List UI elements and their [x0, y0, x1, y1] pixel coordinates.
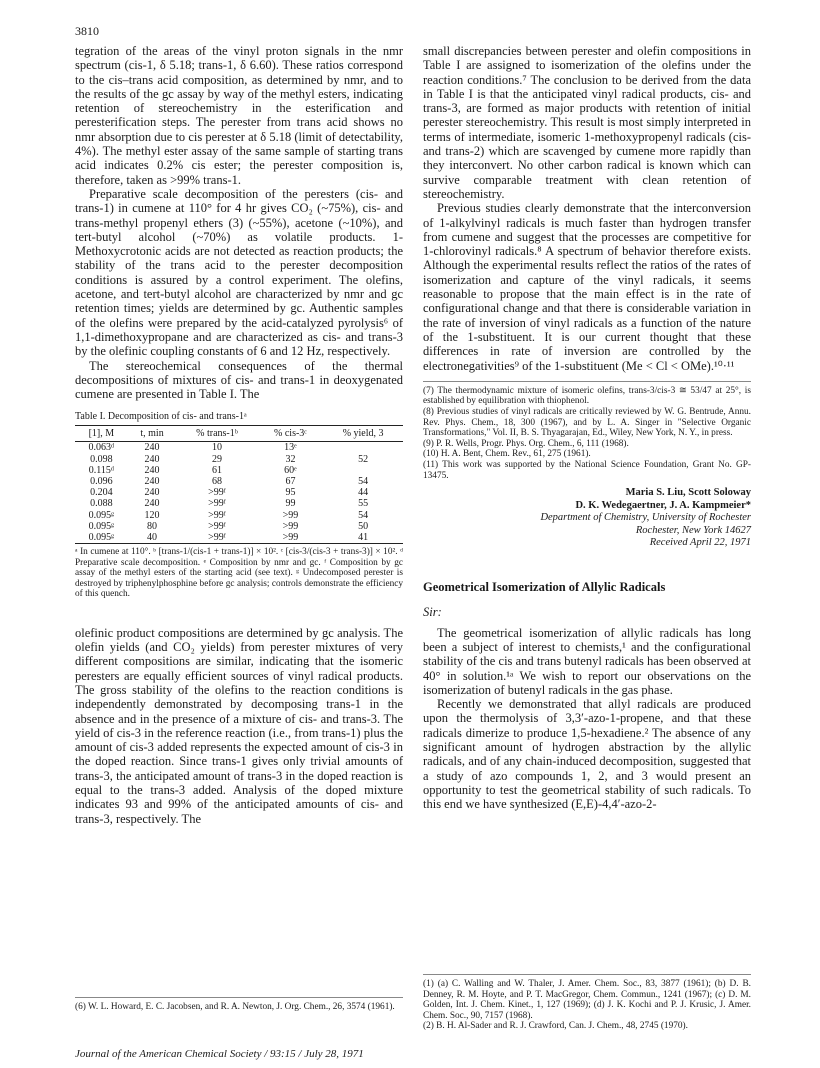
table-row — [75, 498, 403, 509]
author-address: Rochester, New York 14627 — [635, 524, 751, 536]
author-names: Maria S. Liu, Scott Soloway — [625, 487, 751, 499]
table-cell: 0.115ᵈ — [88, 464, 114, 476]
table-cell: 32 — [285, 453, 296, 465]
table-cell: 54 — [358, 476, 369, 488]
footnote: (7) The thermodynamic mixture of isomeric olefins, trans-3/cis-3 ≅ 53/47 at 25°, is established by equilibration with thiophenol. — [423, 385, 751, 407]
footnote: (8) Previous studies of vinyl radicals are critically reviewed by W. G. Bentrude, Annu. Rev. Phys. Chem., 18, 300 (1967), and by L. A. Singer in "Selective Organic Transformations," Vol. II, B. S. Thyagarajan, Ed., Wiley, New York, N. Y., in press. — [423, 407, 751, 439]
body-paragraph: The stereochemical consequences of the thermal decompositions of mixtures of cis- and trans-1 in deoxygenated cumene are presented in Table I. The — [75, 358, 403, 402]
table-header: % cis-3ᶜ — [274, 428, 307, 440]
table-cell: 54 — [358, 509, 369, 521]
received-date: Received April 22, 1971 — [649, 537, 751, 549]
table-cell: 10 — [212, 442, 223, 454]
footnote: (11) This work was supported by the National Science Foundation, Grant No. GP-13475. — [423, 459, 751, 481]
table-row — [75, 476, 403, 487]
body-paragraph: Recently we demonstrated that allyl radicals are produced upon the thermolysis of 3,3′-azo-1-propene, and that these radicals dimerize to produce 1,5-hexadiene.² The absence of any significant amount of hydrogen abstraction by the allylic radicals, and of any chain-induced decomposition, suggested that a study of azo compounds 1, 2, and 3 would present an opportunity to test the geometrical stability of such radicals. To this end we have synthesized (E,E)-4,4′-azo-2- — [423, 697, 751, 812]
footnote: (10) H. A. Bent, Chem. Rev., 61, 275 (1961). — [423, 449, 591, 460]
table-cell: 0.098 — [90, 453, 113, 465]
table-header: [1], M — [88, 428, 115, 440]
table-caption: Table I. Decomposition of cis- and trans-1ᵃ — [75, 411, 247, 423]
table-cell: 0.096 — [90, 476, 113, 488]
table-cell: 0.204 — [90, 487, 113, 499]
salutation: Sir: — [423, 604, 442, 619]
table-cell: >99ᶠ — [208, 532, 226, 544]
table-cell: 240 — [144, 498, 160, 510]
table-cell: 40 — [147, 532, 158, 544]
body-paragraph: Preparative scale decomposition of the peresters (cis- and trans-1) in cumene at 110° for 4 hr gives CO₂ (~75%), cis- and trans-methyl propenyl ethers (3) (~55%), acetone (~10%), and tert-butyl alcohol (~70%) as volatile products. 1-Methoxycrotonic acids are not detected as reaction products; the stability of the trans acid to the perester decomposition conditions is assured by a control experiment. The olefins, acetone, and tert-butyl alcohol are characterized by nmr and gc retention times; yields are determined by gc. Authentic samples of the olefins were prepared by the acid-catalyzed pyrolysis⁶ of 1,1-dimethoxypropane and are characterized as cis- and trans-3 by the olefinic coupling constants of 6 and 12 Hz, respectively. — [75, 186, 403, 359]
table-cell: 41 — [358, 532, 369, 544]
author-block — [423, 487, 751, 550]
table-row — [75, 532, 403, 544]
table-header: t, min — [140, 428, 164, 440]
table-cell: 55 — [358, 498, 369, 510]
body-paragraph: The geometrical isomerization of allylic radicals has long been a subject of interest to chemists,¹ and the configurational stability of the cis and trans butenyl radicals has been observed at 40° in solution.¹ᵃ We wish to report our observations on the isomerization of butenyl radicals in the gas phase. — [423, 625, 751, 697]
table-cell: >99ᶠ — [208, 509, 226, 521]
table-cell: >99ᶠ — [208, 498, 226, 510]
table-cell: 0.095ᵍ — [88, 520, 115, 532]
body-paragraph: olefinic product compositions are determined by gc analysis. The olefin yields (and CO₂ yields) from perester mixtures of very different compositions are similar, indicating that the isomeric peresters are equally efficient sources of vinyl radical products. The gross stability of the olefins to the reaction conditions is independently demonstrated by decomposing trans-1 in the absence and in the presence of a mixture of cis- and trans-3. The yield of cis-3 in the reference reaction (i.e., from trans-1) plus the amount of cis-3 added represents the expected amount of cis-3 in the doped reaction. Since trans-1 gives only trivial amounts of trans-3, the anticipated amount of trans-3 in the doped reaction is equal to the trans-3 added. Analysis of the doped mixture indicates 93 and 99% of the anticipated amounts of cis- and trans-3, respectively. The — [75, 625, 403, 826]
table-cell: 68 — [212, 476, 223, 488]
table-header: % trans-1ᵇ — [196, 428, 238, 440]
table-cell: >99ᶠ — [208, 520, 226, 532]
table-cell: >99 — [282, 509, 299, 521]
table-cell — [323, 442, 403, 454]
table-notes: ᵃ In cumene at 110°. ᵇ [trans-1/(cis-1 + trans-1)] × 10². ᶜ [cis-3/(cis-3 + trans-3)] × 10². ᵈ Preparative scale decomposition. ᵉ Composition by nmr and gc. ᶠ Composition by gc assay of the methyl esters of the starting acid (see text). ᵍ Undecomposed perester is destroyed by triphenylphosphine before gc analysis; controls demonstrate the efficiency of this quench. — [75, 547, 403, 600]
table-cell: 240 — [144, 442, 160, 454]
table-cell: 29 — [212, 453, 223, 465]
footnotes — [75, 997, 403, 1013]
table-cell: >99ᶠ — [208, 487, 226, 499]
page-number: 3810 — [75, 24, 99, 38]
footnote: (2) B. H. Al-Sader and R. J. Crawford, Can. J. Chem., 48, 2745 (1970). — [423, 1021, 688, 1032]
table-cell — [323, 465, 403, 476]
table-cell: 0.095ᵍ — [88, 509, 115, 521]
table-body — [75, 442, 403, 544]
table-cell: 52 — [358, 453, 369, 465]
section-title: Geometrical Isomerization of Allylic Radicals — [423, 579, 666, 594]
table-cell: 240 — [144, 453, 160, 465]
table-row — [75, 487, 403, 498]
table-cell: >99 — [282, 532, 299, 544]
table-cell: 80 — [147, 520, 158, 532]
footnote: (9) P. R. Wells, Progr. Phys. Org. Chem., 6, 111 (1968). — [423, 438, 629, 449]
table-row — [75, 442, 403, 454]
author-names: D. K. Wedegaertner, J. A. Kampmeier* — [575, 499, 751, 511]
right-column — [423, 44, 751, 1032]
table-row — [75, 510, 403, 521]
table-cell: 0.095ᵍ — [88, 532, 115, 544]
body-paragraph: small discrepancies between perester and olefin compositions in Table I are assigned to isomerization of the olefins under the reaction conditions.⁷ The conclusion to be derived from the data in Table I is that the anticipated vinyl radical products, cis- and trans-3, are formed as major products with retention of initial perester stereochemistry. This result is most simply interpreted in terms of intermediate, isomeric 1-methoxypropenyl radicals (cis- and trans-2) which are scavenged by cumene more rapidly than they interconvert. No other carbon radical is known which can survive comparable treatment with clean retention of stereochemistry. — [423, 44, 751, 201]
table-cell: 0.088 — [90, 498, 113, 510]
table-cell: >99 — [282, 520, 299, 532]
table-row — [75, 454, 403, 465]
table-cell: 240 — [144, 464, 160, 476]
journal-footer: Journal of the American Chemical Society / 93:15 / July 28, 1971 — [75, 1048, 364, 1060]
table-cell: 67 — [285, 476, 296, 488]
table-cell: 44 — [358, 487, 369, 499]
table-cell: 13ᵉ — [284, 442, 297, 454]
table-cell: 50 — [358, 520, 369, 532]
footnotes — [423, 974, 751, 1032]
table-header-row — [75, 426, 403, 442]
table-cell: 60ᵉ — [284, 464, 297, 476]
table-cell: 61 — [212, 464, 223, 476]
footnote: (6) W. L. Howard, E. C. Jacobsen, and R. A. Newton, J. Org. Chem., 26, 3574 (1961). — [75, 1002, 395, 1012]
table-header: % yield, 3 — [342, 428, 384, 440]
table-cell: 120 — [144, 509, 160, 521]
table-row — [75, 521, 403, 532]
table-cell: 95 — [285, 487, 296, 499]
footnote: (1) (a) C. Walling and W. Thaler, J. Amer. Chem. Soc., 83, 3877 (1961); (b) D. B. Denney, R. M. Hoyte, and P. T. MacGregor, Chem. Commun., 1241 (1967); (c) D. M. Golden, Int. J. Chem. Kinet., 1, 127 (1969); (d) J. K. Kochi and P. J. Krusic, J. Amer. Chem. Soc., 90, 7157 (1968). — [423, 979, 751, 1021]
body-paragraph: Previous studies clearly demonstrate that the interconversion of 1-alkylvinyl radicals is much faster than hydrogen transfer from cumene and suggest that the processes are competitive for 1-chlorovinyl radicals.⁸ A spectrum of behavior therefore exists. Although the experimental results reflect the ratios of the rates of isomerization and capture of the vinyl radicals, it seems reasonable to propose that the main effect is in the rate of configurational change and that there is considerable variation in the rate of inversion of vinyl radicals as a function of the nature of the 1-substituent. It is our current thought that these differences in rate of inversion are controlled by the electronegativities⁹ of the 1-substituent (Me < Cl < OMe).¹⁰·¹¹ — [423, 201, 751, 373]
footnotes — [423, 381, 751, 481]
table-cell: 99 — [285, 498, 296, 510]
author-affiliation: Department of Chemistry, University of Rochester — [540, 512, 751, 524]
body-paragraph: tegration of the areas of the vinyl proton signals in the nmr spectrum (cis-1, δ 5.18; trans-1, δ 6.60). These ratios correspond to the cis–trans acid composition, as determined by nmr, and to the results of the gc assay by way of the methyl esters, indicating retention of stereochemistry in the esterification and peresterification steps. The perester from trans acid shows no nmr absorption due to cis perester at δ 5.18 (limit of detectability, 4%). The methyl ester assay of the same sample of starting trans acid indicates 0.2% cis ester; the perester composition is, therefore, taken as >99% trans-1. — [75, 44, 403, 187]
data-table — [75, 425, 403, 544]
table-cell: 240 — [144, 476, 160, 488]
left-column — [75, 44, 403, 1012]
table-cell: 0.063ᵈ — [88, 442, 115, 454]
table-row — [75, 465, 403, 476]
table-cell: 240 — [144, 487, 160, 499]
